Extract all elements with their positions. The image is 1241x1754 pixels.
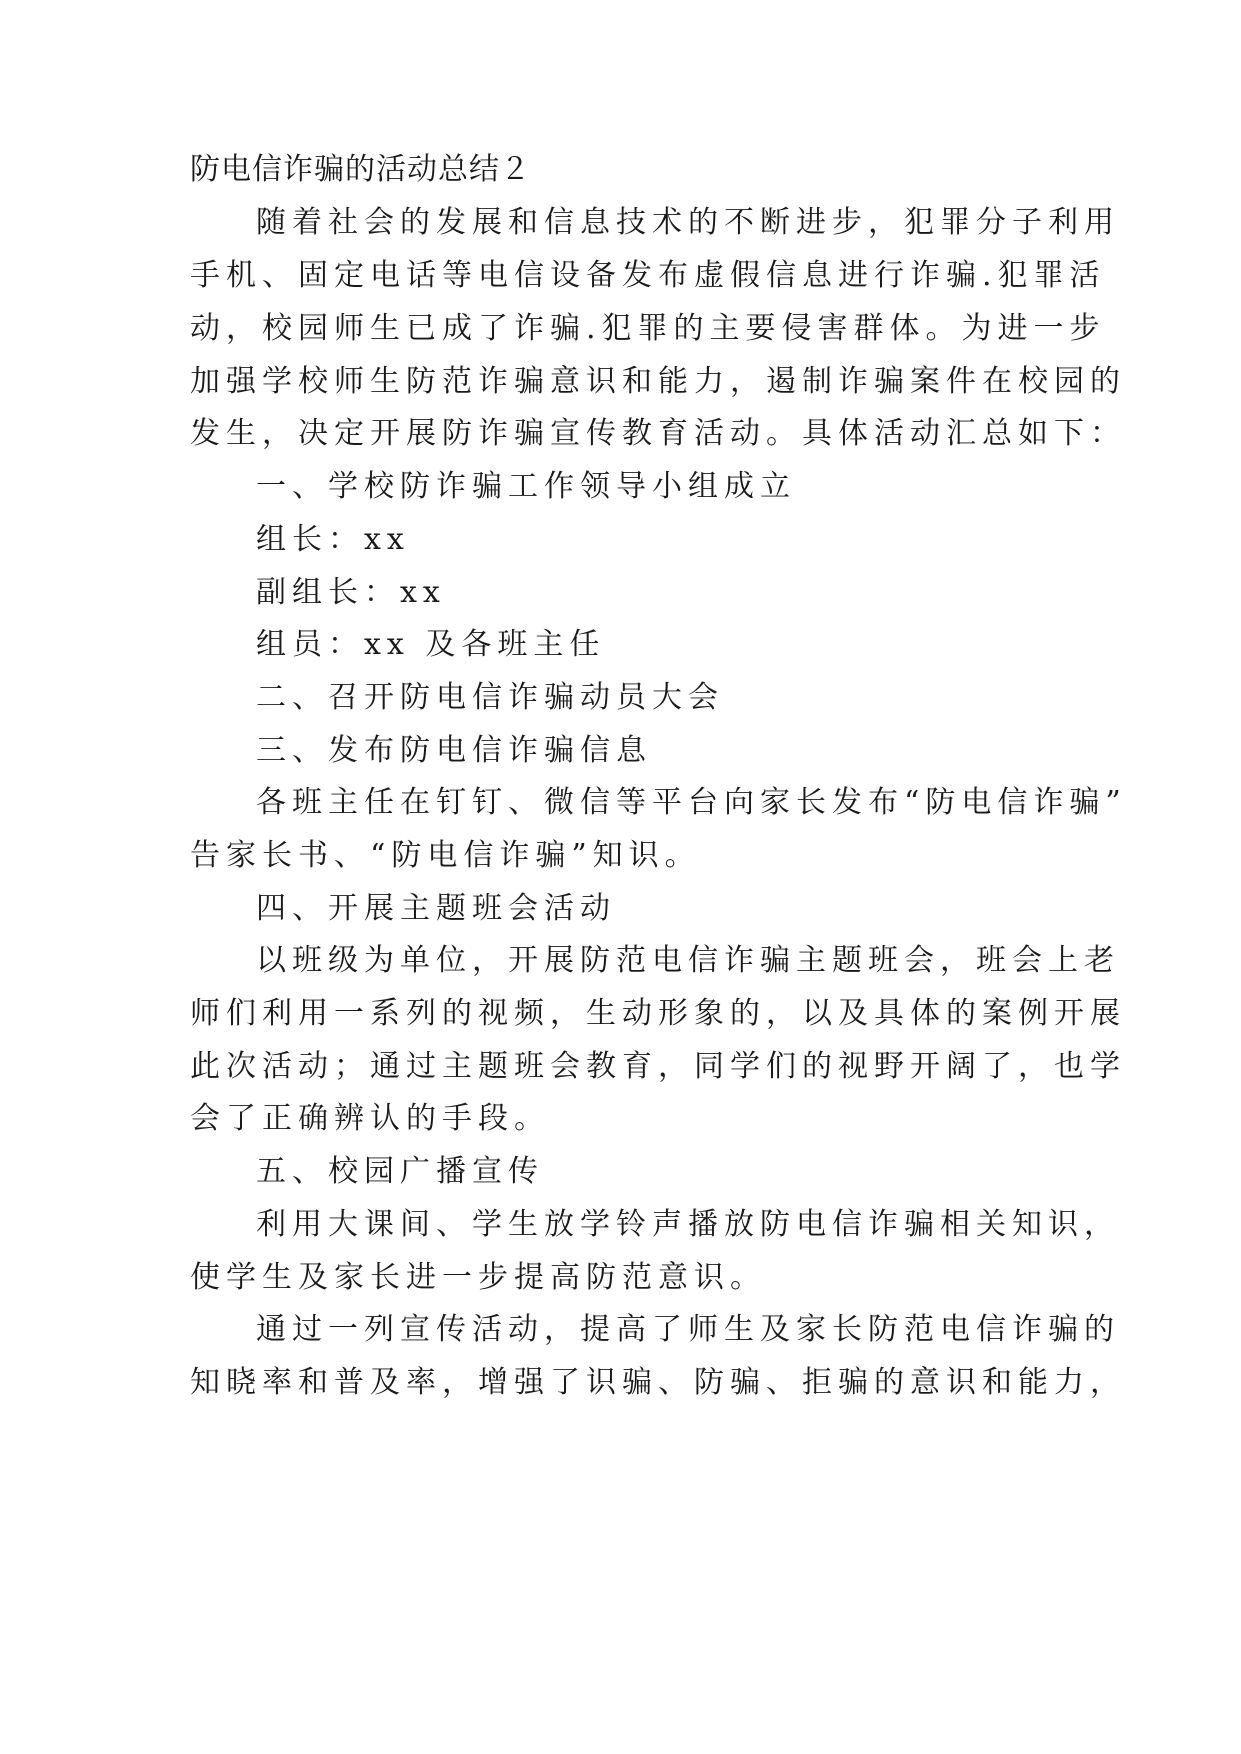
paragraph-line: 手机、固定电话等电信设备发布虚假信息进行诈骗.犯罪活 <box>190 258 1106 293</box>
paragraph-line: 通过一列宣传活动，提高了师生及家长防范电信诈骗的 <box>256 1312 1120 1347</box>
paragraph-line: 动，校园师生已成了诈骗.犯罪的主要侵害群体。为进一步 <box>190 311 1106 346</box>
section-heading: 三、发布防电信诈骗信息 <box>256 733 652 768</box>
paragraph-line: 组长：xx <box>256 522 410 557</box>
paragraph-line: 组员：xx 及各班主任 <box>256 627 606 662</box>
paragraph-line: 知晓率和普及率，增强了识骗、防骗、拒骗的意识和能力， <box>190 1365 1126 1400</box>
paragraph-line: 各班主任在钉钉、微信等平台向家长发布“防电信诈骗” <box>256 785 1127 820</box>
paragraph-line: 使学生及家长进一步提高防范意识。 <box>190 1260 766 1295</box>
paragraph-line: 加强学校师生防范诈骗意识和能力，遏制诈骗案件在校园的 <box>190 364 1126 399</box>
paragraph-line: 副组长：xx <box>256 575 446 610</box>
document-title: 防电信诈骗的活动总结２ <box>190 152 531 187</box>
paragraph-line: 以班级为单位，开展防范电信诈骗主题班会，班会上老 <box>256 943 1120 978</box>
paragraph-line: 会了正确辨认的手段。 <box>190 1101 550 1136</box>
paragraph-line: 利用大课间、学生放学铃声播放防电信诈骗相关知识， <box>256 1207 1120 1242</box>
section-heading: 五、校园广播宣传 <box>256 1154 544 1189</box>
paragraph-line: 发生，决定开展防诈骗宣传教育活动。具体活动汇总如下： <box>190 416 1126 451</box>
paragraph-line: 师们利用一系列的视频，生动形象的，以及具体的案例开展 <box>190 996 1126 1031</box>
paragraph-line: 此次活动；通过主题班会教育，同学们的视野开阔了，也学 <box>190 1049 1126 1084</box>
section-heading: 二、召开防电信诈骗动员大会 <box>256 680 724 715</box>
section-heading: 一、学校防诈骗工作领导小组成立 <box>256 469 796 504</box>
section-heading: 四、开展主题班会活动 <box>256 891 616 926</box>
paragraph-line: 随着社会的发展和信息技术的不断进步，犯罪分子利用 <box>256 205 1120 240</box>
paragraph-line: 告家长书、“防电信诈骗”知识。 <box>190 838 701 873</box>
